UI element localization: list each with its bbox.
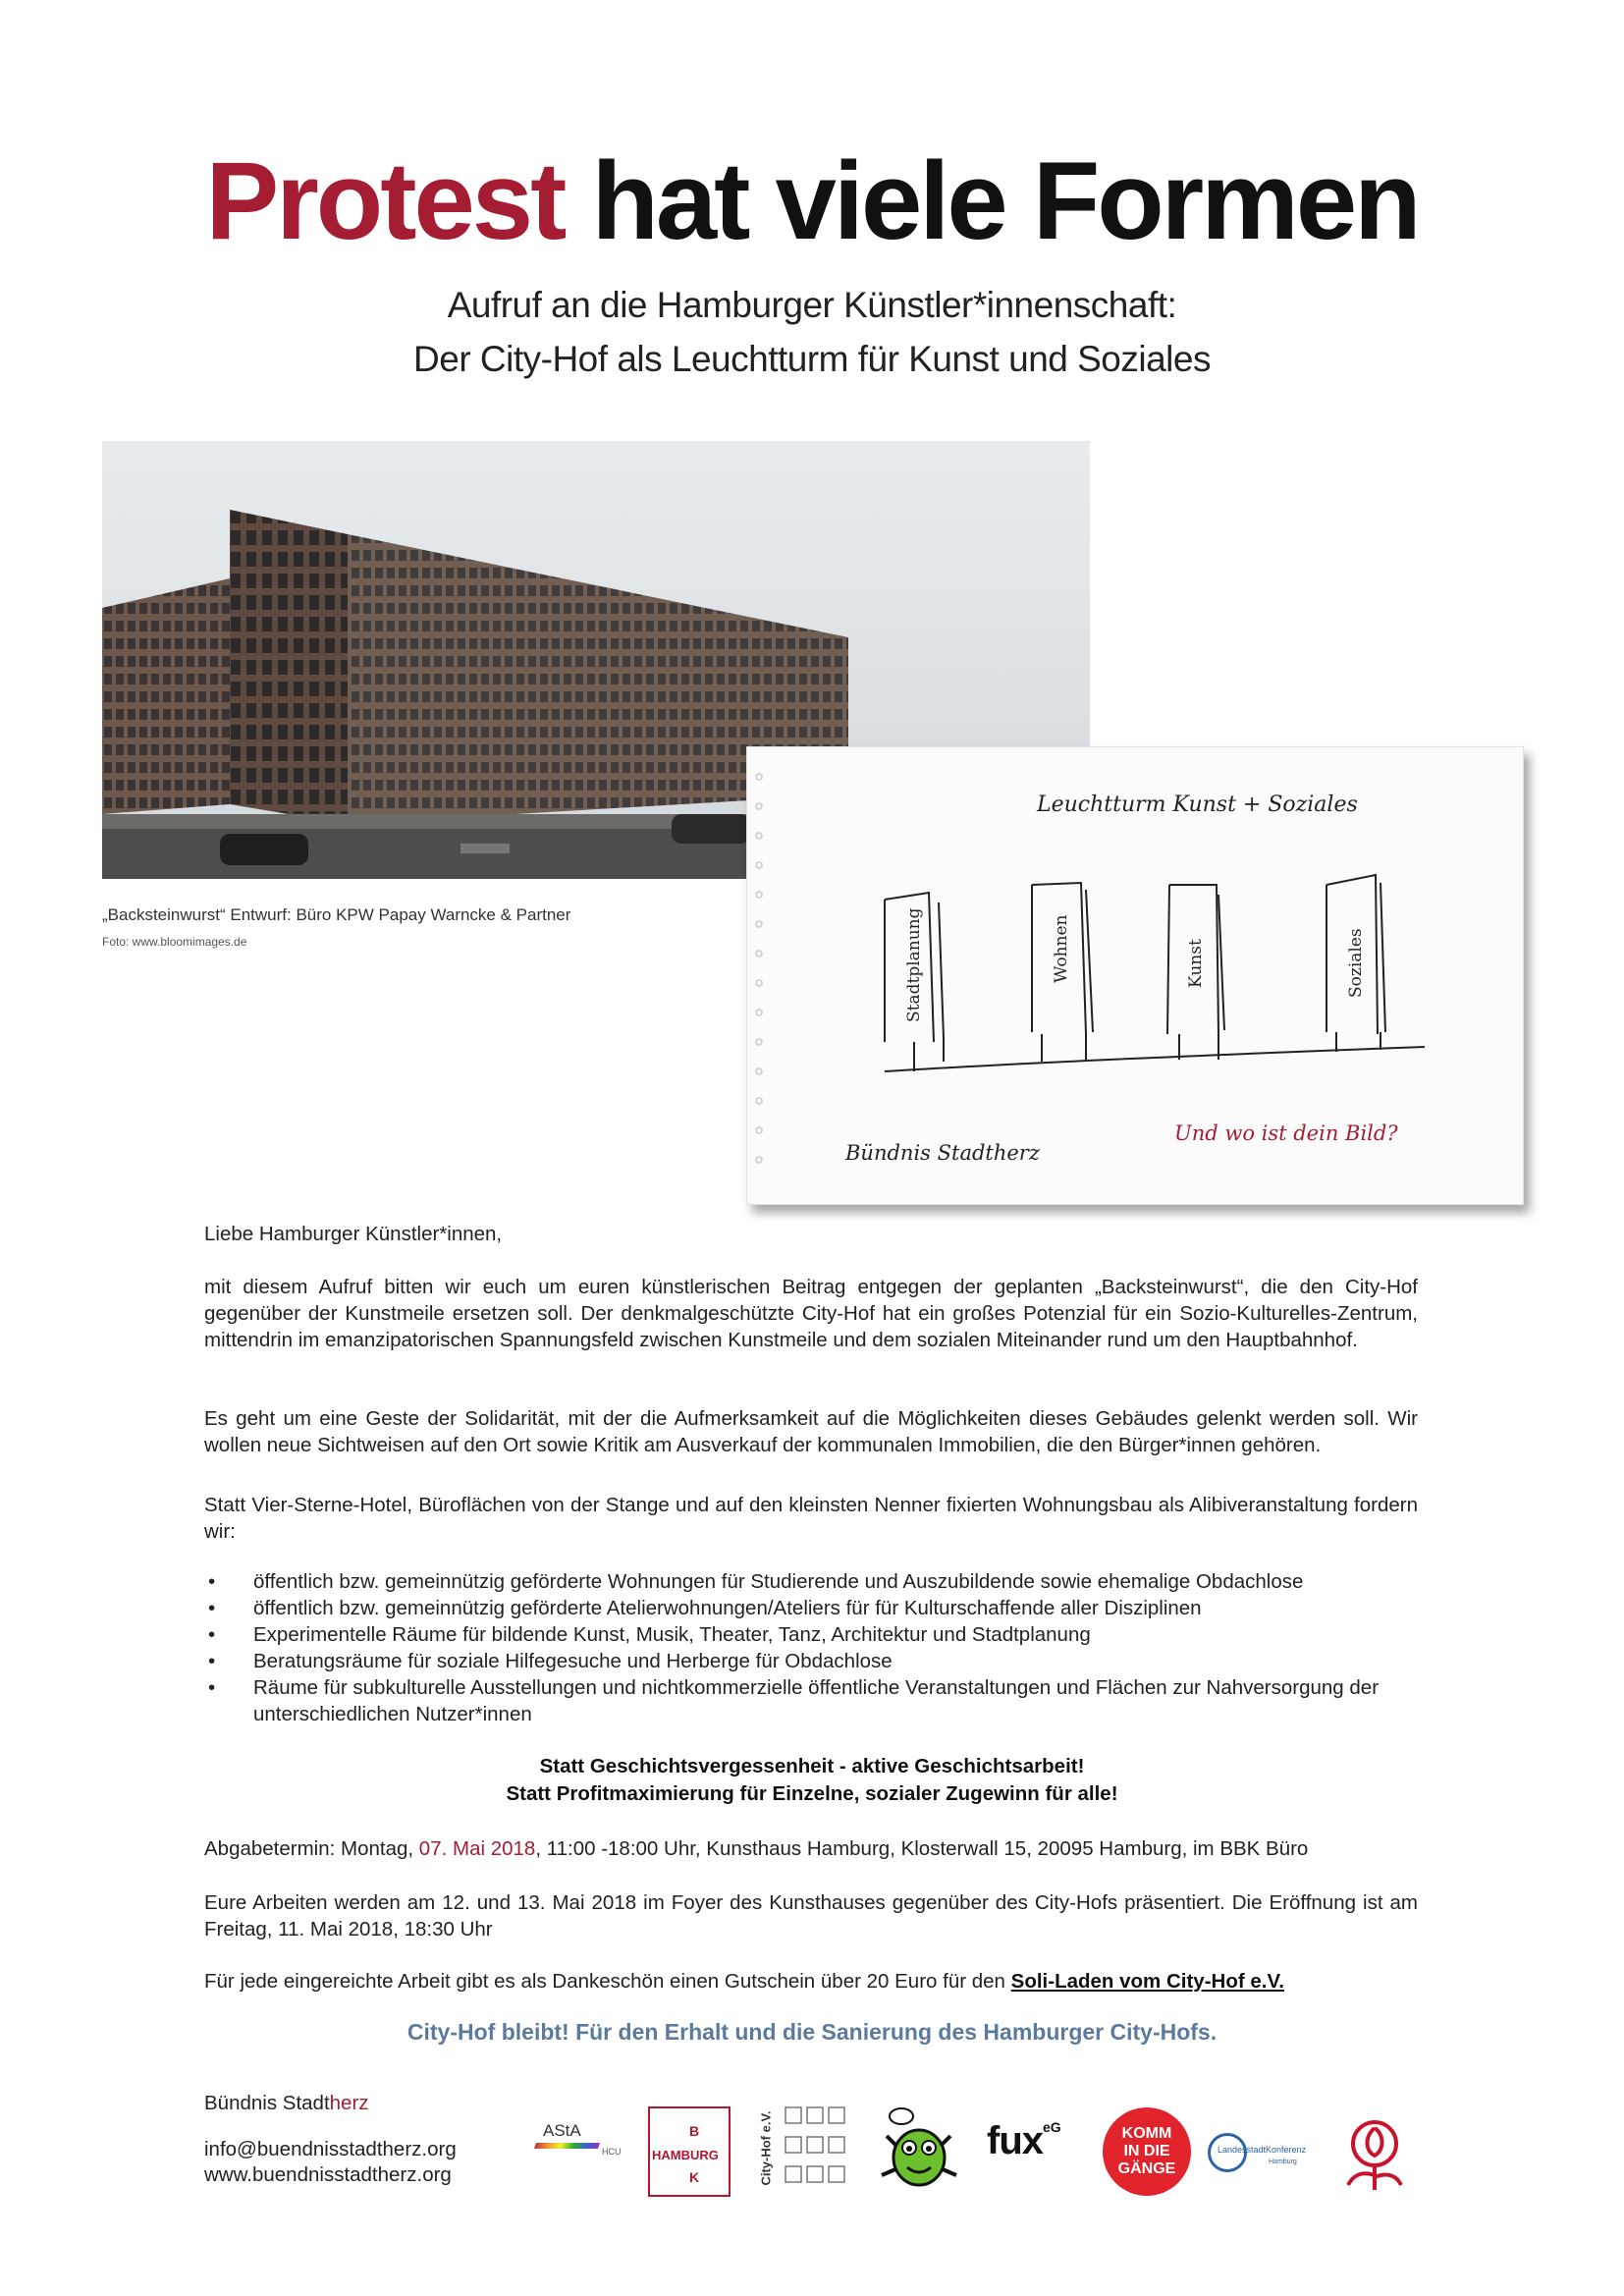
subtitle-line-1: Aufruf an die Hamburger Künstler*innenschaft: [447,285,1177,325]
letter-paragraph-2: Es geht um eine Geste der Solidarität, mit der die Aufmerksamkeit auf die Möglichkeiten dieses Gebäudes gelenkt werden soll. Wir wollen neue Sichtweisen auf den Ort sowie Kritik am Ausverkauf der kommunalen Immobilien, die den Bürger*innen gehören. [204,1407,1418,1456]
photo-caption: „Backsteinwurst“ Entwurf: Büro KPW Papay Warncke & Partner [102,905,571,924]
bbk-hamburg-logo: B HAMBURG K [648,2106,731,2197]
demands-list [204,1568,1422,1727]
landeskonferenz-logo: LandesstadtKonferenz Hamburg [1208,2131,1316,2175]
sketch-drawing [746,746,1524,1205]
fux-eg-logo: fuxeG [987,2119,1061,2162]
asta-logo: AStA HCU [535,2121,623,2165]
title-rest: hat viele Formen [564,139,1419,262]
sketch-tower-label: Stadtplanung [904,907,924,1022]
list-item: • Räume für subkulturelle Ausstellungen und nichtkommerzielle öffentliche Veranstaltungen und Flächen zur Nahversorgung der unterschiedlichen Nutzer*innen [208,1676,1380,1725]
motto: City-Hof bleibt! Für den Erhalt und die Sanierung des Hamburger City-Hofs. [406,2019,1218,2045]
deadline-line: Abgabetermin: Montag, 07. Mai 2018, 11:00 -18:00 Uhr, Kunsthaus Hamburg, Klosterwall 15, 20095 Hamburg, im BBK Büro [204,1837,1309,1860]
photo-credit: Foto: www.bloomimages.de [102,935,247,949]
soli-laden-link[interactable]: Soli-Laden vom City-Hof e.V. [1010,1970,1284,1993]
sketch-heading: Leuchtturm Kunst + Soziales [1037,793,1358,817]
list-item: • Experimentelle Räume für bildende Kunst, Musik, Theater, Tanz, Architektur und Stadtplanung [208,1623,1091,1646]
title-accent: Protest [205,139,565,262]
bullet: • [208,1650,216,1672]
website-link[interactable]: www.buendnisstadtherz.org [204,2163,452,2186]
bullet: • [208,1570,216,1593]
org-name: Bündnis Stadtherz [204,2092,369,2114]
deadline-date: 07. Mai 2018 [418,1837,536,1860]
list-item: • Beratungsräume für soziale Hilfegesuche und Herberge für Obdachlose [208,1650,893,1672]
city-hof-ev-logo: City-Hof e.V. [756,2102,854,2195]
exhibition-text: Eure Arbeiten werden am 12. und 13. Mai 2018 im Foyer des Kunsthauses gegenüber des City-Hofs präsentiert. Die Eröffnung ist am Freitag, 11. Mai 2018, 18:30 Uhr [204,1891,1418,1941]
voucher-line: Für jede eingereichte Arbeit gibt es als Dankeschön einen Gutschein über 20 Euro für den Soli-Laden vom City-Hof e.V. [204,1970,1284,1993]
komm-in-die-gaenge-logo: KOMM IN DIE GÄNGE [1103,2107,1191,2196]
bullet: • [208,1676,216,1699]
bullet: • [208,1623,216,1646]
sketch-tower-label: Wohnen [1052,914,1071,983]
list-item: • öffentlich bzw. gemeinnützig geförderte Wohnungen für Studierende und Auszubildende sowie ehemalige Obdachlose [208,1570,1304,1593]
email-link[interactable]: info@buendnisstadtherz.org [204,2138,457,2160]
letter-greeting: Liebe Hamburger Künstler*innen, [204,1223,503,1245]
slogan-1: Statt Geschichtsvergessenheit - aktive Geschichtsarbeit! [539,1755,1085,1777]
list-item: • öffentlich bzw. gemeinnützig geförderte Atelierwohnungen/Ateliers für für Kulturschaffende aller Disziplinen [208,1597,1202,1619]
rose-icon [1330,2106,1419,2195]
mascot-logo [872,2106,965,2195]
sketch-tower-label: Soziales [1346,928,1366,998]
letter-paragraph-1: mit diesem Aufruf bitten wir euch um euren künstlerischen Beitrag entgegen der geplanten „Backsteinwurst“, die den City-Hof gegenüber der Kunstmeile ersetzen soll. Der denkmalgeschützte City-Hof hat ein großes Potenzial für ein Sozio-Kulturelles-Zentrum, mittendrin im emanzipatorischen Spannungsfeld zwischen Kunstmeile und dem sozialen Miteinander rund um den Hauptbahnhof. [204,1276,1418,1351]
sketch-signature: Bündnis Stadtherz [845,1141,1040,1165]
letter-paragraph-3: Statt Vier-Sterne-Hotel, Büroflächen von der Stange und auf den kleinsten Nenner fixierten Wohnungsbau als Alibiveranstaltung fordern wir: [204,1494,1418,1543]
sketch-tower-label: Kunst [1186,939,1206,988]
slogan-2: Statt Profitmaximierung für Einzelne, sozialer Zugewinn für alle! [506,1782,1118,1805]
page-title [0,137,1624,265]
subtitle-line-2: Der City-Hof als Leuchtturm für Kunst und Soziales [413,339,1211,379]
sketch-question: Und wo ist dein Bild? [1174,1121,1398,1145]
bullet: • [208,1597,216,1619]
